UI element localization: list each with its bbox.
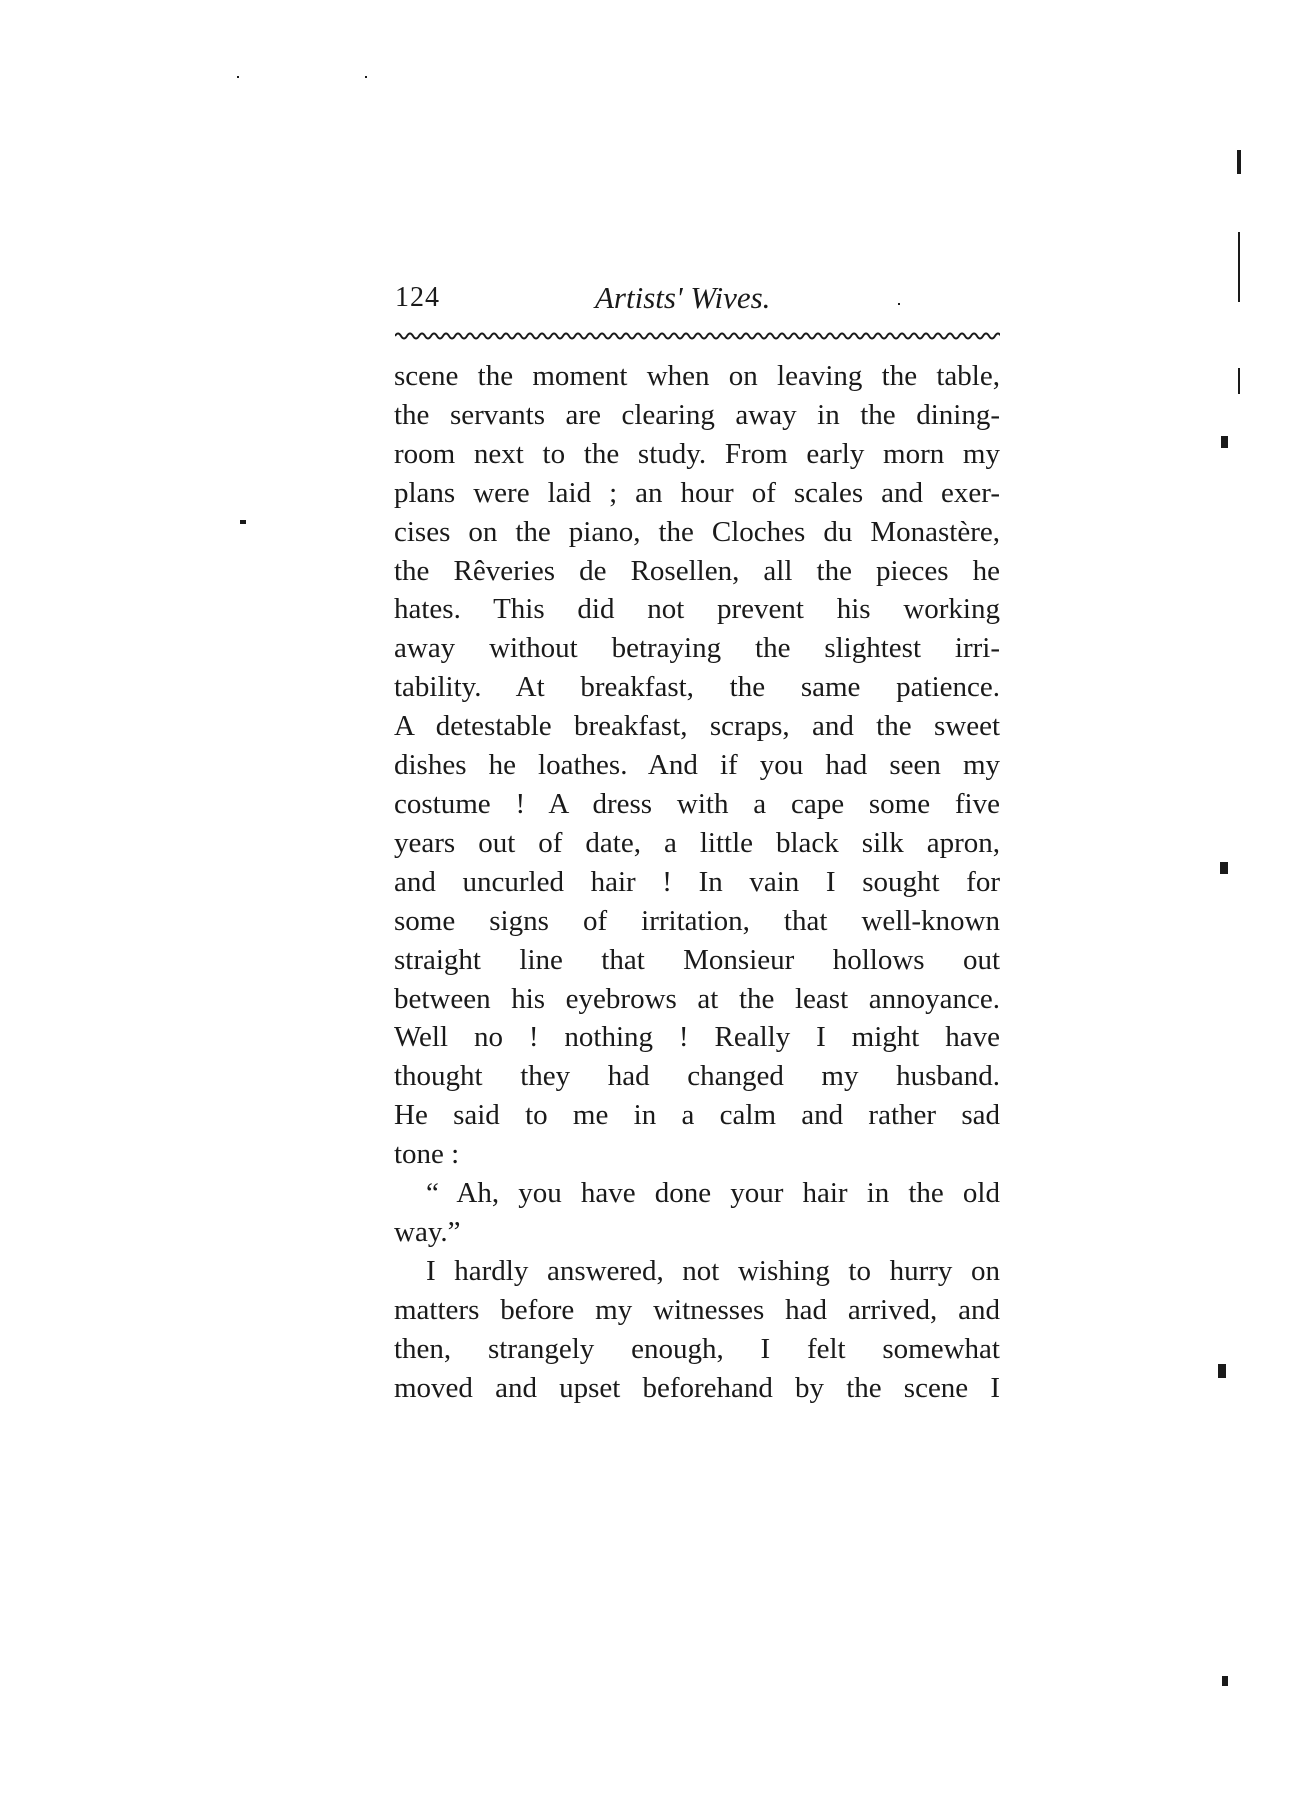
text-line: matters before my witnesses had arrived, and: [394, 1293, 1000, 1326]
scan-mark: [1238, 232, 1240, 302]
text-line: straight line that Monsieur hollows out: [394, 943, 1000, 976]
text-line: hates. This did not prevent his working: [394, 593, 1000, 626]
text-line: I hardly answered, not wishing to hurry on: [426, 1254, 1000, 1287]
text-line: years out of date, a little black silk apron,: [394, 826, 1000, 859]
text-line: some signs of irritation, that well-known: [394, 904, 1000, 937]
scan-mark: [240, 520, 246, 524]
text-line: dishes he loathes. And if you had seen my: [394, 749, 1000, 782]
scan-mark: [365, 76, 367, 78]
text-line: the Rêveries de Rosellen, all the pieces he: [394, 554, 1000, 587]
text-line: A detestable breakfast, scraps, and the sweet: [394, 710, 1000, 743]
text-line: room next to the study. From early morn my: [394, 437, 1000, 470]
scan-mark: [1237, 150, 1241, 174]
text-line: tone :: [394, 1138, 460, 1171]
scan-mark: [1222, 1676, 1228, 1686]
text-line: then, strangely enough, I felt somewhat: [394, 1332, 1000, 1365]
scan-mark: [898, 303, 900, 305]
text-line: Well no ! nothing ! Really I might have: [394, 1021, 1000, 1054]
running-title: Artists' Wives.: [595, 280, 771, 315]
text-line: and uncurled hair ! In vain I sought for: [394, 865, 1000, 898]
text-line: scene the moment when on leaving the table,: [394, 360, 1000, 392]
body-text: [394, 357, 1000, 1407]
text-line: tability. At breakfast, the same patience.: [394, 671, 1000, 704]
page-header: [395, 282, 1000, 322]
scan-mark: [1220, 862, 1228, 874]
scan-mark: [1238, 368, 1240, 394]
text-line: “ Ah, you have done your hair in the old: [426, 1177, 1000, 1210]
text-line: plans were laid ; an hour of scales and exer-: [394, 476, 1000, 509]
text-line: cises on the piano, the Cloches du Monastère,: [394, 515, 1000, 548]
scan-mark: [1221, 436, 1228, 448]
scan-mark: [237, 76, 239, 78]
text-line: away without betraying the slightest irri-: [394, 632, 1000, 665]
text-line: He said to me in a calm and rather sad: [394, 1099, 1000, 1132]
text-line: between his eyebrows at the least annoyance.: [394, 982, 1000, 1015]
scan-mark: [1218, 1364, 1226, 1378]
text-line: way.”: [394, 1215, 461, 1248]
text-line: thought they had changed my husband.: [394, 1060, 1000, 1093]
text-line: moved and upset beforehand by the scene I: [394, 1371, 1000, 1404]
text-line: costume ! A dress with a cape some five: [394, 787, 1000, 820]
page-number: 124: [395, 282, 440, 313]
text-line: the servants are clearing away in the dining-: [394, 398, 1000, 431]
decorative-wavy-rule: [395, 330, 1000, 342]
